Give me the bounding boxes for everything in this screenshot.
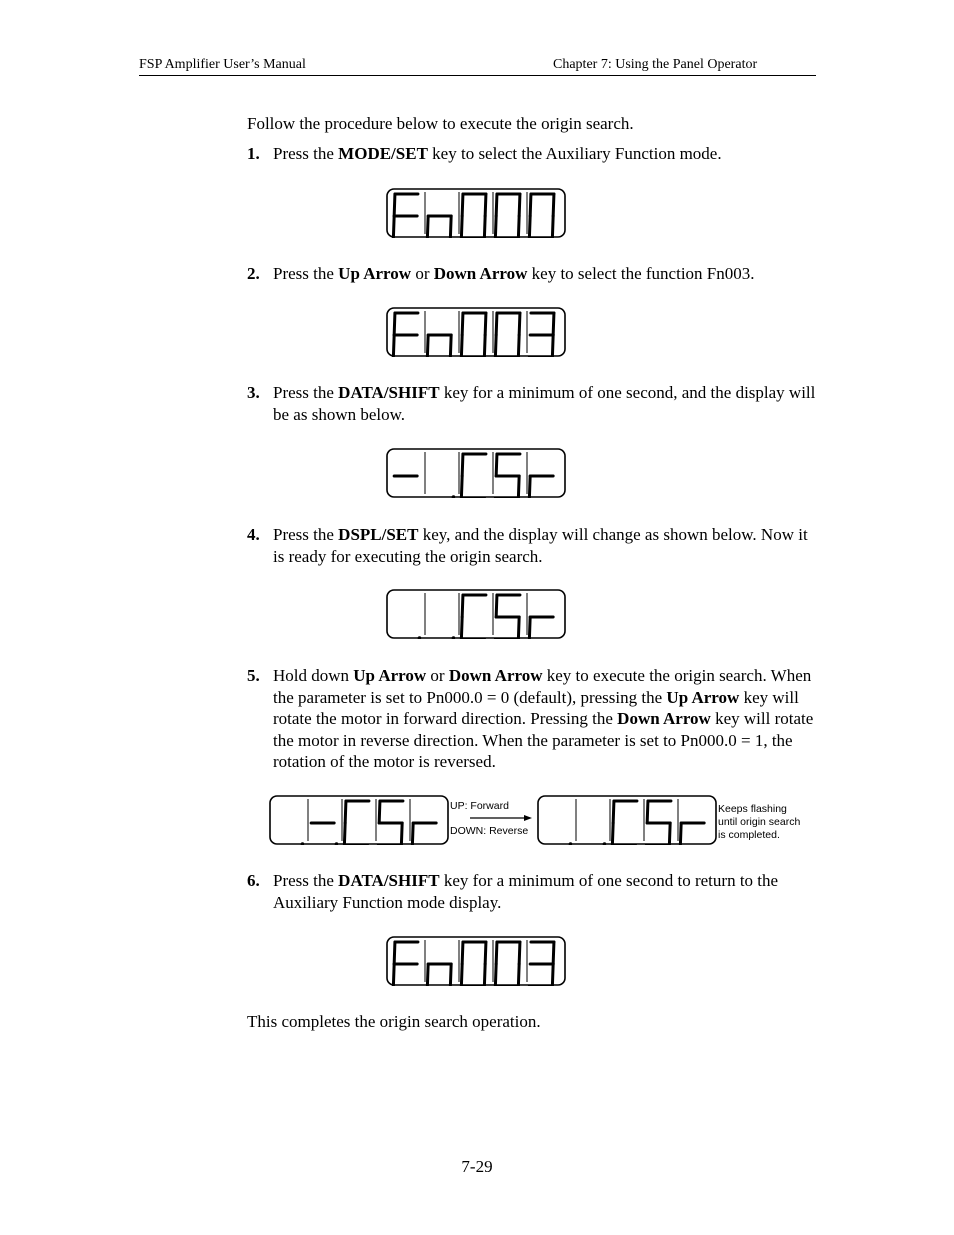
step-text-run: key to execute the origin search. When the parameter is set to Pn000.0 = 0 (default), pressing the bbox=[273, 666, 812, 707]
header-chapter-title: Chapter 7: Using the Panel Operator bbox=[553, 57, 758, 72]
step-1 bbox=[247, 143, 817, 165]
key-name: DATA/SHIFT bbox=[338, 383, 440, 402]
header-manual-title: FSP Amplifier User’s Manual bbox=[139, 57, 306, 72]
step-text-run: or bbox=[411, 264, 434, 283]
header-divider bbox=[139, 75, 816, 76]
key-name: MODE/SET bbox=[338, 144, 428, 163]
arrow-label-down: DOWN: Reverse bbox=[450, 825, 529, 837]
step-number: 1. bbox=[247, 144, 260, 163]
step-text bbox=[273, 143, 817, 165]
step-text-run: Press the bbox=[273, 264, 339, 283]
seven-segment-display bbox=[386, 589, 566, 639]
step-number: 3. bbox=[247, 383, 260, 402]
lcd-display-fn003 bbox=[386, 307, 566, 357]
step-6 bbox=[247, 870, 817, 913]
step-text bbox=[273, 524, 817, 567]
step-number: 5. bbox=[247, 666, 260, 685]
step-5 bbox=[247, 665, 817, 773]
page-number: 7-29 bbox=[461, 1157, 493, 1176]
step-text-run: key will rotate the motor in reverse direction. When the parameter is set to Pn000.0 = 1, the rotation of the motor is reversed. bbox=[273, 709, 814, 771]
flashing-note-line: until origin search bbox=[718, 816, 801, 828]
flashing-note bbox=[718, 803, 800, 842]
step-text-run: Press the bbox=[273, 383, 339, 402]
step-text-run: key to select the function Fn003. bbox=[527, 264, 755, 283]
step-text-run: key, and the display will change as shown below. Now it is ready for executing the origin search. bbox=[273, 525, 808, 566]
step-text-run: key for a minimum of one second to return to the Auxiliary Function mode display. bbox=[273, 871, 779, 912]
lcd-display-csr-flashing bbox=[537, 795, 717, 845]
step-text-run: Press the bbox=[273, 144, 339, 163]
lcd-display-csr-ready bbox=[386, 589, 566, 639]
key-name: DATA/SHIFT bbox=[338, 871, 440, 890]
step-text-run: key to select the Auxiliary Function mode. bbox=[427, 144, 722, 163]
closing-text: This completes the origin search operation. bbox=[247, 1012, 541, 1031]
step-text-run: or bbox=[426, 666, 449, 685]
lcd-display-csr-minus bbox=[386, 448, 566, 498]
step-number: 4. bbox=[247, 525, 260, 544]
seven-segment-display bbox=[269, 795, 449, 845]
arrow-label-up: UP: Forward bbox=[450, 800, 509, 812]
step-text-run: key will rotate the motor in forward direction. Pressing the bbox=[273, 687, 799, 728]
seven-segment-display bbox=[537, 795, 717, 845]
key-name: Down Arrow bbox=[433, 264, 528, 283]
intro-text: Follow the procedure below to execute the origin search. bbox=[247, 114, 634, 133]
lcd-display-csr-running bbox=[269, 795, 449, 845]
key-name: Up Arrow bbox=[666, 687, 740, 707]
step-text bbox=[273, 870, 817, 913]
step-text bbox=[273, 263, 817, 285]
step-text-run: Press the bbox=[273, 871, 339, 890]
step-text-run: Press the bbox=[273, 525, 339, 544]
lcd-display-fn000 bbox=[386, 188, 566, 238]
lcd-display-fn003-return bbox=[386, 936, 566, 986]
seven-segment-display bbox=[386, 307, 566, 357]
seven-segment-display bbox=[386, 936, 566, 986]
step-text-run: Hold down bbox=[273, 666, 354, 685]
step-text-run: key for a minimum of one second, and the display will be as shown below. bbox=[273, 383, 816, 424]
step-number: 2. bbox=[247, 264, 260, 283]
key-name: Up Arrow bbox=[338, 264, 412, 283]
key-name: Up Arrow bbox=[353, 666, 427, 685]
key-name: Down Arrow bbox=[448, 666, 543, 685]
seven-segment-display bbox=[386, 188, 566, 238]
flashing-note-line: is completed. bbox=[718, 829, 780, 841]
key-name: DSPL/SET bbox=[338, 525, 419, 544]
step-text bbox=[273, 665, 817, 773]
right-arrow-icon bbox=[469, 814, 533, 822]
step-4 bbox=[247, 524, 817, 567]
seven-segment-display bbox=[386, 448, 566, 498]
step-number: 6. bbox=[247, 871, 260, 890]
step-3 bbox=[247, 382, 817, 425]
flashing-note-line: Keeps flashing bbox=[718, 803, 787, 815]
step-2 bbox=[247, 263, 817, 285]
step-text bbox=[273, 382, 817, 425]
key-name: Down Arrow bbox=[617, 709, 711, 728]
